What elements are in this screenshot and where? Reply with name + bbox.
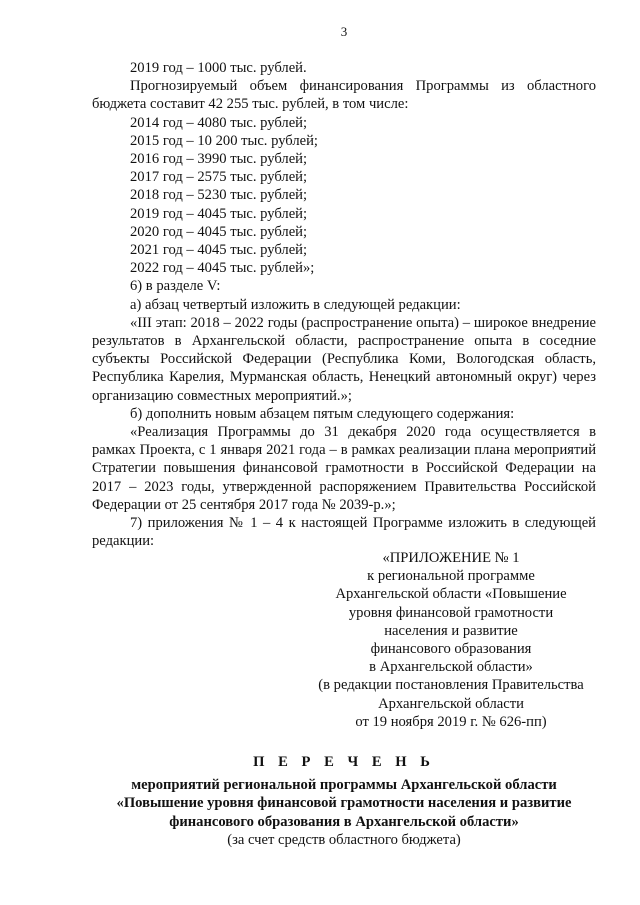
appendix-line: Архангельской области — [378, 695, 524, 712]
forecast-paragraph: Прогнозируемый объем финансирования Программы из областного бюджета составит 42 255 тыс. рублей, в том числе: — [92, 78, 596, 113]
appendix-line: к региональной программе — [367, 568, 535, 585]
perechen-title-line: мероприятий региональной программы Архангельской области — [131, 777, 557, 794]
yearly-financing-list — [92, 114, 596, 278]
perechen-heading: П Е Р Е Ч Е Н Ь — [253, 754, 435, 770]
perechen-title-line: «Повышение уровня финансовой грамотности населения и развитие — [116, 795, 572, 812]
perechen-subtitle: (за счет средств областного бюджета) — [227, 831, 461, 848]
perechen-title-line: финансового образования в Архангельской области» — [169, 813, 519, 830]
appendix-line: от 19 ноября 2019 г. № 626-пп) — [355, 713, 547, 730]
list-item: 2018 год – 5230 тыс. рублей; — [130, 187, 308, 204]
implementation-paragraph: «Реализация Программы до 31 декабря 2020 года осуществляется в рамках Проекта, с 1 января 2021 года – в рамках реализации плана мероприятий Стратегии повышения финансовой грамотности в Российской Федерации на 2017 – 2023 годы, утвержденной распоряжением Правительства Российской Федерации от 25 сентября 2017 года № 2039-р.»; — [92, 424, 596, 513]
list-item: 2015 год – 10 200 тыс. рублей; — [130, 132, 318, 149]
appendix-line: Архангельской области «Повышение — [335, 586, 567, 603]
financing-line-2019: 2019 год – 1000 тыс. рублей. — [130, 60, 307, 76]
appendix-line: финансового образования — [370, 641, 532, 658]
list-item: 2014 год – 4080 тыс. рублей; — [130, 114, 308, 131]
perechen-section — [92, 753, 596, 849]
list-item: 2019 год – 4045 тыс. рублей; — [130, 205, 308, 222]
item-6b: б) дополнить новым абзацем пятым следующего содержания: — [130, 405, 515, 422]
list-item: 2020 год – 4045 тыс. рублей; — [130, 223, 308, 240]
appendix-line: в Архангельской области» — [369, 659, 533, 676]
list-item: 2021 год – 4045 тыс. рублей; — [130, 242, 308, 259]
page-number: 3 — [340, 24, 348, 39]
item-7: 7) приложения № 1 – 4 к настоящей Программе изложить в следующей редакции: — [92, 515, 596, 550]
list-item: 2022 год – 4045 тыс. рублей»; — [130, 260, 315, 277]
appendix-line: (в редакции постановления Правительства — [318, 677, 584, 694]
list-item: 2016 год – 3990 тыс. рублей; — [130, 151, 308, 168]
document-page — [92, 0, 596, 905]
item-6a: а) абзац четвертый изложить в следующей редакции: — [130, 296, 461, 313]
stage-3-paragraph: «III этап: 2018 – 2022 годы (распространение опыта) – широкое внедрение результатов в Архангельской области, распространение опыта в соседние субъекты Российской Федерации (Республика Коми, Вологодская область, Республика Карелия, Мурманская область, Ненецкий автономный округ) через организацию совместных мероприятий.»; — [92, 314, 596, 404]
item-6: 6) в разделе V: — [130, 278, 221, 295]
appendix-line: населения и развитие — [384, 622, 518, 639]
list-item: 2017 год – 2575 тыс. рублей; — [130, 169, 308, 186]
document-body — [92, 59, 596, 550]
appendix-header — [306, 549, 596, 731]
appendix-line: уровня финансовой грамотности — [348, 604, 554, 621]
appendix-line: «ПРИЛОЖЕНИЕ № 1 — [382, 550, 520, 566]
